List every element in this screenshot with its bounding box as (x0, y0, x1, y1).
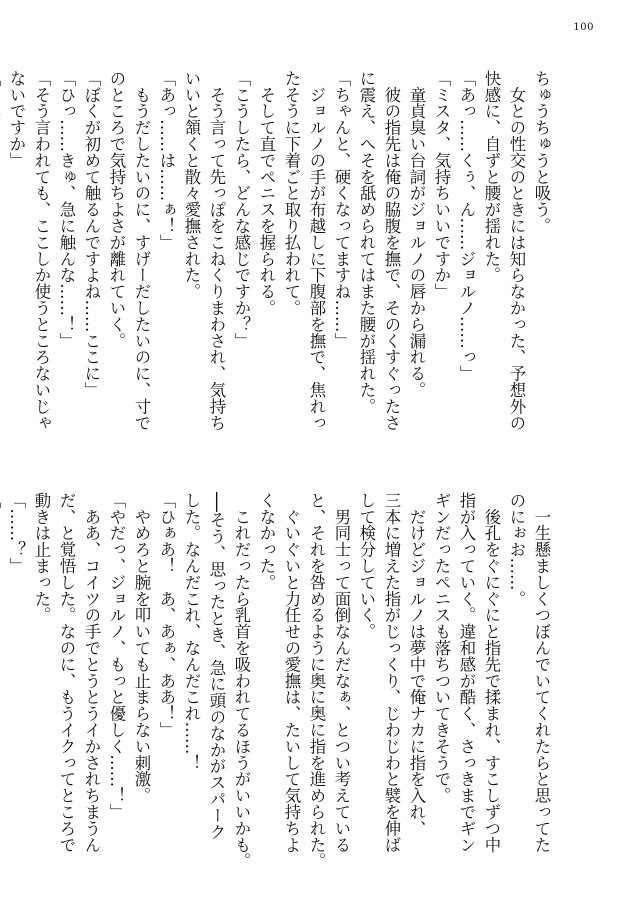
text-line (0, 492, 4, 872)
text-line: だけどジョルノは夢中で俺ナカに指を入れ、 (407, 492, 426, 837)
text-line: 「やだっ、ジョルノ、もっと優しく……！」 (107, 492, 126, 820)
text-block-bottom (0, 492, 554, 872)
text-line: ジョルノの手が布越しに下腹部を撫で、焦れっ (307, 70, 326, 431)
text-line: やめろと腕を叩いても止まらない刺激。 (132, 492, 151, 804)
text-line: 指が入っていく。違和感が酷く、さっきまでギン (457, 492, 476, 853)
text-line: ああ、コイツの手でとうとうイかされちまうん (82, 492, 101, 853)
text-line: 童貞臭い台詞がジョルノの唇から漏れる。 (407, 70, 426, 398)
text-line (0, 70, 4, 450)
text-line: たそうに下着ごと取り払われて。 (282, 70, 301, 316)
text-line: 「……？」 (7, 492, 26, 574)
text-line: に震え、へそを舐められてはまた腰が揺れた。 (357, 70, 376, 415)
text-line: くなかった。 (257, 492, 276, 591)
page-number: 100 (573, 22, 594, 33)
text-line: ないですか」 (7, 70, 26, 169)
text-line: 「ひぁあ！ あ、あぁ、ああ！」 (157, 492, 176, 738)
text-line: だ、と覚悟した。なのに、もうイクってところで (57, 492, 76, 853)
text-line: 動きは止まった。 (32, 492, 51, 624)
text-line: のにぉお……。 (507, 492, 526, 607)
text-line: 「ひっ……きゅ、急に触んな……！」 (57, 70, 76, 349)
text-block-top (0, 70, 554, 450)
text-line: 「あっ……くぅ、ん……ジョルノ……っ」 (457, 70, 476, 382)
text-line: 女との性交のときには知らなかった、予想外の (507, 70, 526, 431)
text-line: と、それを咎めるように奥に奥に指を進められた。 (307, 492, 326, 870)
text-line: ぐいぐいと力任せの愛撫は、たいして気持ちよ (282, 492, 301, 853)
text-line: 「ぼくが初めて触るんですよね……ここに」 (82, 70, 101, 398)
text-line: ギンだったペニスも落ちついてきそうで。 (432, 492, 451, 804)
text-line: 「ちゃんと、硬くなってますね……」 (332, 70, 351, 349)
text-line: 「こうしたら、どんな感じですか？」 (232, 70, 251, 349)
text-line: そう言って先っぽをこねくりまわされ、気持ち (207, 70, 226, 431)
text-line: 「そう言われても、ここしか使うところないじゃ (32, 70, 51, 431)
text-line: そして直でペニスを握られる。 (257, 70, 276, 316)
text-line: 快感に、自ずと腰が揺れた。 (482, 70, 501, 284)
text-line: して検分していく。 (357, 492, 376, 640)
text-line: した。なんだこれ、なんだこれ……！ (182, 492, 201, 771)
text-line: 「ミスタ、気持ちいいですか」 (432, 70, 451, 300)
text-line: のところで気持ちよさが離れていく。 (107, 70, 126, 349)
text-line: 彼の指先は俺の脇腹を撫で、そのくすぐったさ (382, 70, 401, 431)
text-line: もうだしたいのに、すげーだしたいのに、寸で (132, 70, 151, 431)
text-line: これだったら乳首を吸われてるほうがいいかも。 (232, 492, 251, 870)
text-line: いいと頷くと散々愛撫された。 (182, 70, 201, 300)
text-line: 「あっ……は……ぁ！」 (157, 70, 176, 251)
text-line: 一生懸ましくつぼんでいてくれたらと思ってた (532, 492, 551, 853)
text-line: 男同士って面倒なんだなぁ、とつい考えている (332, 492, 351, 853)
text-line: ──そう、思ったとき、急に頭のなかがスパーク (207, 492, 226, 840)
text-line: 後孔をぐにぐにと指先で揉まれ、すこしずつ中 (482, 492, 501, 853)
text-line: 三本に増えた指がじっくり、じわじわと襞を伸ば (382, 492, 401, 853)
text-line: ちゅうちゅうと吸う。 (532, 70, 551, 234)
